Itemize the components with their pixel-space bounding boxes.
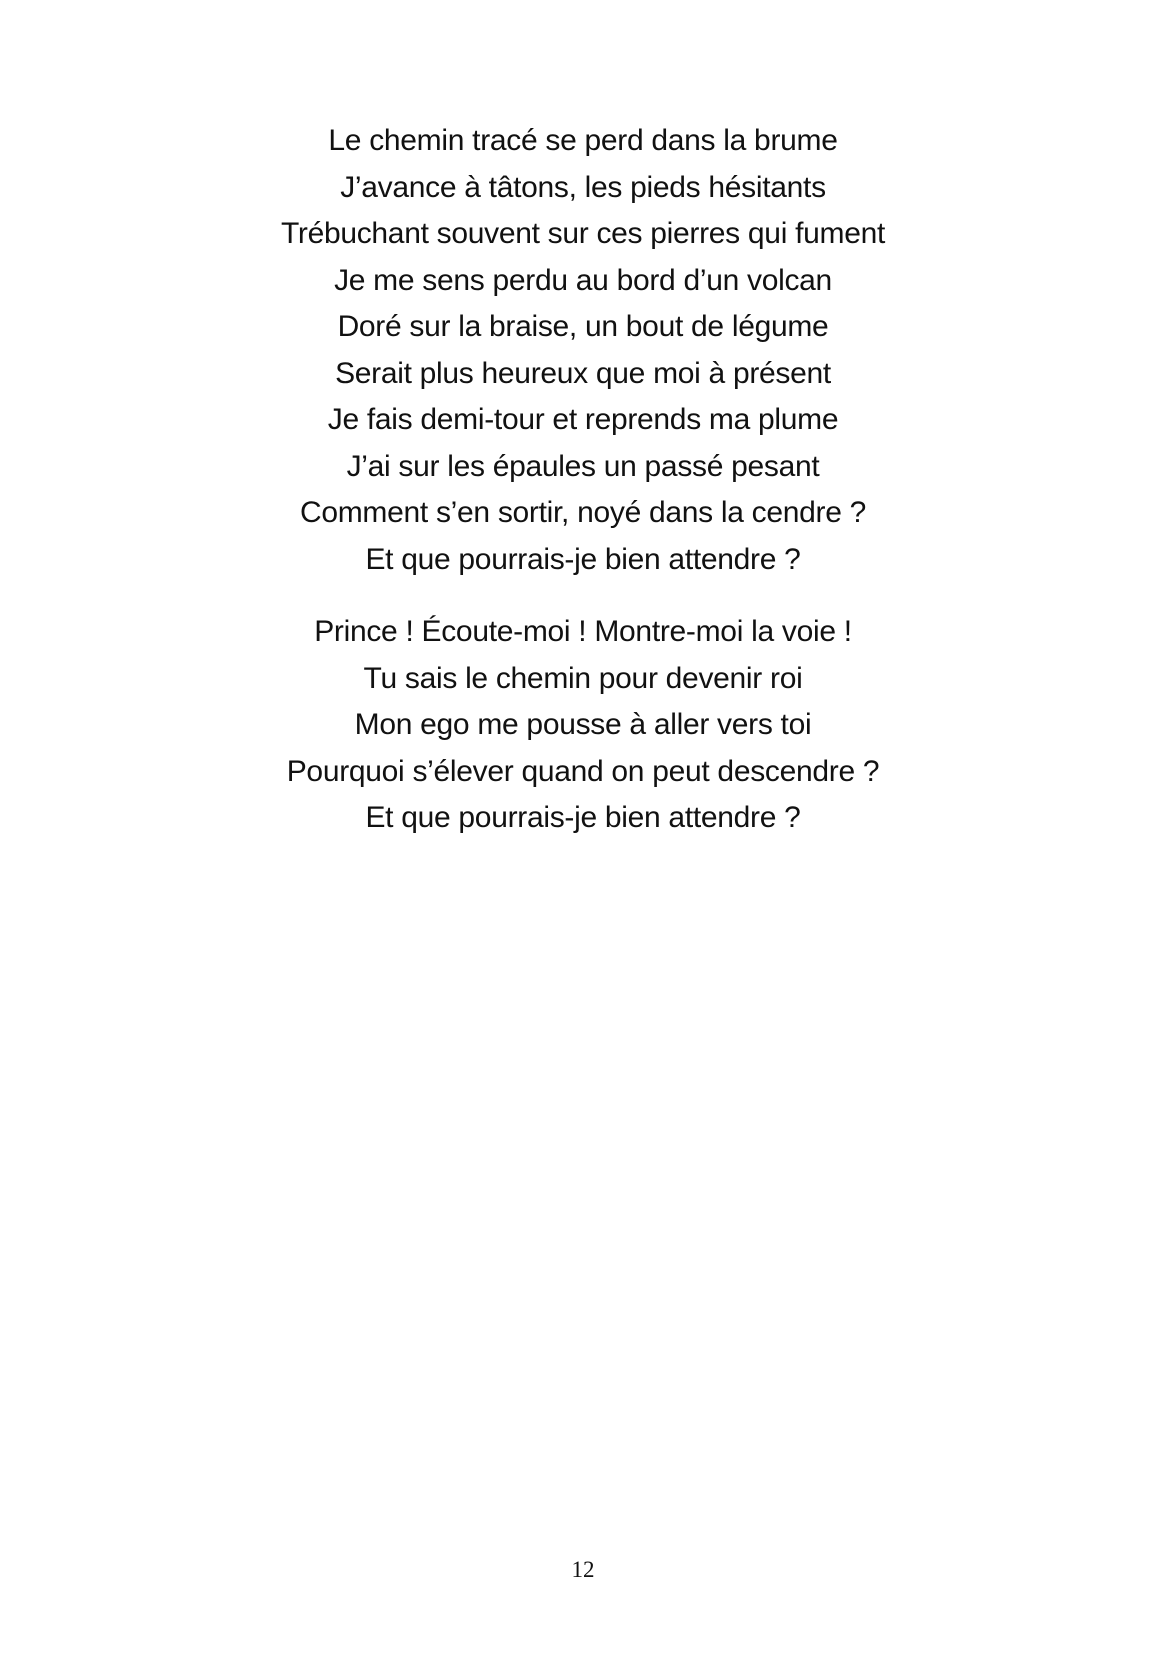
poem-line: Je me sens perdu au bord d’un volcan	[334, 263, 832, 297]
page-number: 12	[571, 1557, 595, 1582]
poem	[0, 118, 1166, 842]
poem-line: Prince ! Écoute-moi ! Montre-moi la voie !	[314, 615, 852, 648]
poem-line: Serait plus heureux que moi à présent	[335, 356, 831, 390]
poem-line: Mon ego me pousse à aller vers toi	[354, 708, 812, 741]
poem-line: Je fais demi-tour et reprends ma plume	[327, 403, 839, 436]
poem-line: Trébuchant souvent sur ces pierres qui fument	[280, 217, 886, 250]
poem-line: Et que pourrais-je bien attendre ?	[365, 801, 801, 834]
poem-line: J’ai sur les épaules un passé pesant	[346, 449, 820, 483]
poem-line: Tu sais le chemin pour devenir roi	[363, 661, 803, 695]
stanza-1	[0, 118, 1166, 583]
poem-line: Le chemin tracé se perd dans la brume	[328, 124, 838, 157]
poem-line: Doré sur la braise, un bout de légume	[337, 310, 829, 343]
stanza-2	[0, 609, 1166, 842]
poem-line: J’avance à tâtons, les pieds hésitants	[340, 170, 826, 204]
poem-line: Pourquoi s’élever quand on peut descendre ?	[286, 754, 880, 788]
poem-line: Comment s’en sortir, noyé dans la cendre ?	[299, 496, 867, 529]
poem-line: Et que pourrais-je bien attendre ?	[365, 542, 801, 576]
